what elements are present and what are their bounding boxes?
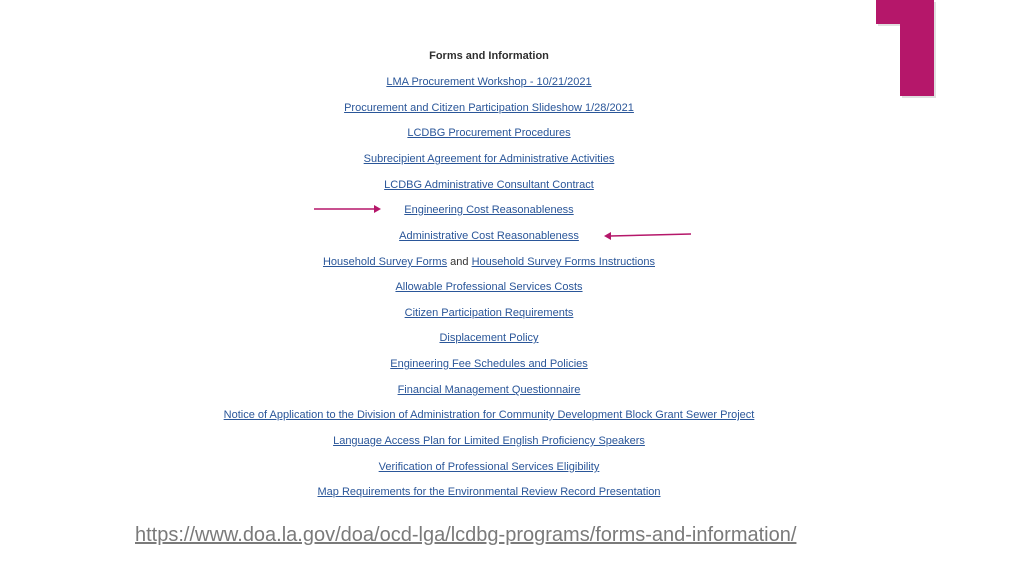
source-url-link[interactable]: https://www.doa.la.gov/doa/ocd-lga/lcdbg-programs/forms-and-information/ xyxy=(135,524,797,546)
link-household-survey-forms[interactable]: Household Survey Forms xyxy=(322,256,448,268)
arrow-right-icon xyxy=(312,203,382,215)
household-survey-row xyxy=(0,255,978,269)
link-notice-of-application[interactable]: Notice of Application to the Division of Administration for Community Development Block Grant Sewer Project xyxy=(223,409,755,421)
link-subrecipient-agreement[interactable]: Subrecipient Agreement for Administrative Activities xyxy=(363,153,615,165)
arrow-left-icon xyxy=(602,229,694,241)
link-map-requirements[interactable]: Map Requirements for the Environmental Review Record Presentation xyxy=(317,486,661,498)
link-engineering-fee-schedules[interactable]: Engineering Fee Schedules and Policies xyxy=(390,358,588,370)
link-displacement-policy[interactable]: Displacement Policy xyxy=(439,332,539,344)
link-lma-procurement-workshop[interactable]: LMA Procurement Workshop - 10/21/2021 xyxy=(386,76,592,88)
link-household-survey-instructions[interactable]: Household Survey Forms Instructions xyxy=(471,256,655,268)
page-heading: Forms and Information xyxy=(429,50,549,62)
household-connector-text: and xyxy=(450,256,469,268)
link-language-access-plan[interactable]: Language Access Plan for Limited English Proficiency Speakers xyxy=(333,435,645,447)
link-procurement-slideshow[interactable]: Procurement and Citizen Participation Slideshow 1/28/2021 xyxy=(344,102,634,114)
link-citizen-participation-requirements[interactable]: Citizen Participation Requirements xyxy=(404,307,574,319)
link-administrative-consultant-contract[interactable]: LCDBG Administrative Consultant Contract xyxy=(384,179,594,191)
link-verification-professional-services[interactable]: Verification of Professional Services Eligibility xyxy=(378,461,600,473)
link-engineering-cost-reasonableness[interactable]: Engineering Cost Reasonableness xyxy=(404,204,574,216)
link-financial-management-questionnaire[interactable]: Financial Management Questionnaire xyxy=(397,384,581,396)
link-administrative-cost-reasonableness[interactable]: Administrative Cost Reasonableness xyxy=(399,230,579,242)
link-allowable-professional-services-costs[interactable]: Allowable Professional Services Costs xyxy=(395,281,583,293)
link-lcdbg-procurement-procedures[interactable]: LCDBG Procurement Procedures xyxy=(407,127,571,139)
